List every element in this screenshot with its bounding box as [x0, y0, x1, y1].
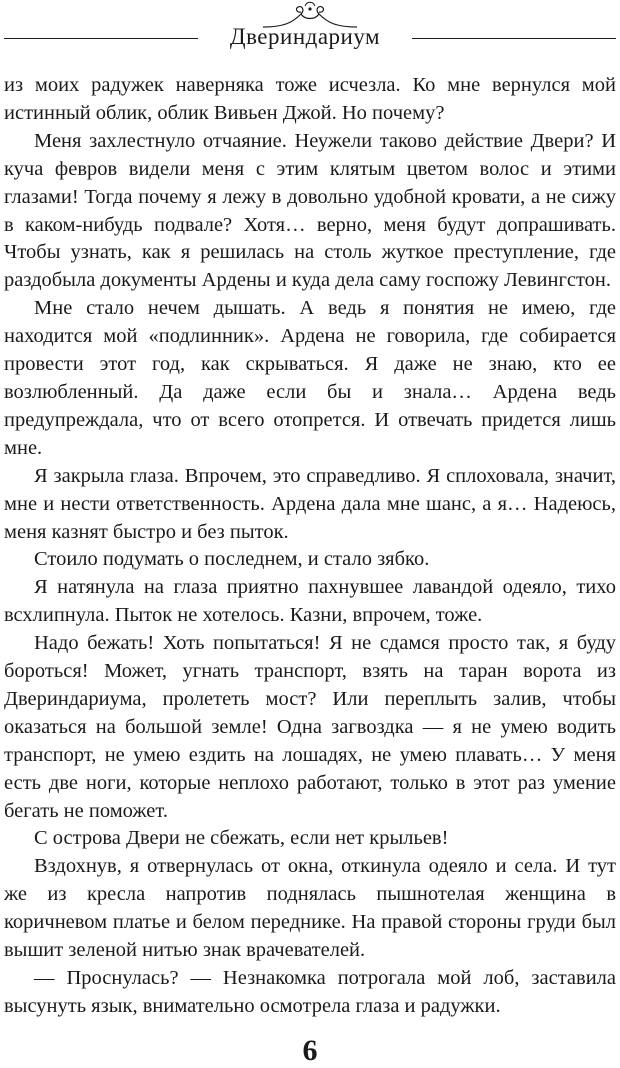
running-header — [0, 0, 620, 70]
header-rule-right — [412, 38, 616, 39]
paragraph: С острова Двери не сбежать, если нет крыльев! — [34, 827, 449, 850]
body-text — [4, 72, 616, 1021]
paragraph: — Проснулась? — Незнакомка потрогала мой лоб, заставила высунуть язык, внимательно осмотрела глаза и радужки. — [4, 967, 616, 1017]
paragraph: Надо бежать! Хоть попытаться! Я не сдамся просто так, я буду бороться! Может, угнать транспорт, взять на таран ворота из Двериндариума, пролететь мост? Или переплыть залив, чтобы оказаться на большой земле! Одна загвоздка — я не умею водить транспорт, не умею ездить на лошадях, не умею плавать… У меня есть две ноги, которые неплохо работают, только в этот раз умение бегать не поможет. — [4, 632, 616, 822]
paragraph: из моих радужек наверняка тоже исчезла. Ко мне вернулся мой истинный облик, облик Вивьен Джой. Но почему? — [4, 74, 616, 124]
page-number: 6 — [302, 1034, 318, 1067]
paragraph: Я закрыла глаза. Впрочем, это справедливо. Я сплоховала, значит, мне и нести ответственность. Ардена дала мне шанс, а я… Надеюсь, меня казнят быстро и без пыток. — [4, 464, 616, 543]
paragraph: Я натянула на глаза приятно пахнувшее лавандой одеяло, тихо всхлипнула. Пыток не хотелось. Казни, впрочем, тоже. — [4, 576, 616, 627]
paragraph: Меня захлестнуло отчаяние. Неужели таково действие Двери? И куча февров видели меня с этим клятым цветом волос и этими глазами! Тогда почему я лежу в довольно удобной кровати, а не сижу в каком-нибудь подвале? Хотя… верно, меня будут допрашивать. Чтобы узнать, как я решилась на столь жуткое преступление, где раздобыла документы Ардены и куда дела саму госпожу Левингстон. — [4, 129, 616, 292]
paragraph: Вздохнув, я отвернулась от окна, откинула одеяло и села. И тут же из кресла напротив поднялась пышнотелая женщина в коричневом платье и белом переднике. На правой стороны груди был вышит зеленой нитью знак врачевателей. — [4, 855, 616, 962]
header-rule-left — [4, 38, 198, 39]
paragraph: Стоило подумать о последнем, и стало зябко. — [34, 548, 430, 571]
paragraph: Мне стало нечем дышать. А ведь я понятия не имею, где находится мой «подлинник». Ардена не говорила, где собирается провести этот год, как скрываться. Я даже не знаю, кто ее возлюбленный. Да даже если бы и знала… Ардена ведь предупреждала, что от всего отопрется. И отвечать придется лишь мне. — [4, 297, 616, 459]
running-title: Двериндариум — [229, 24, 381, 49]
